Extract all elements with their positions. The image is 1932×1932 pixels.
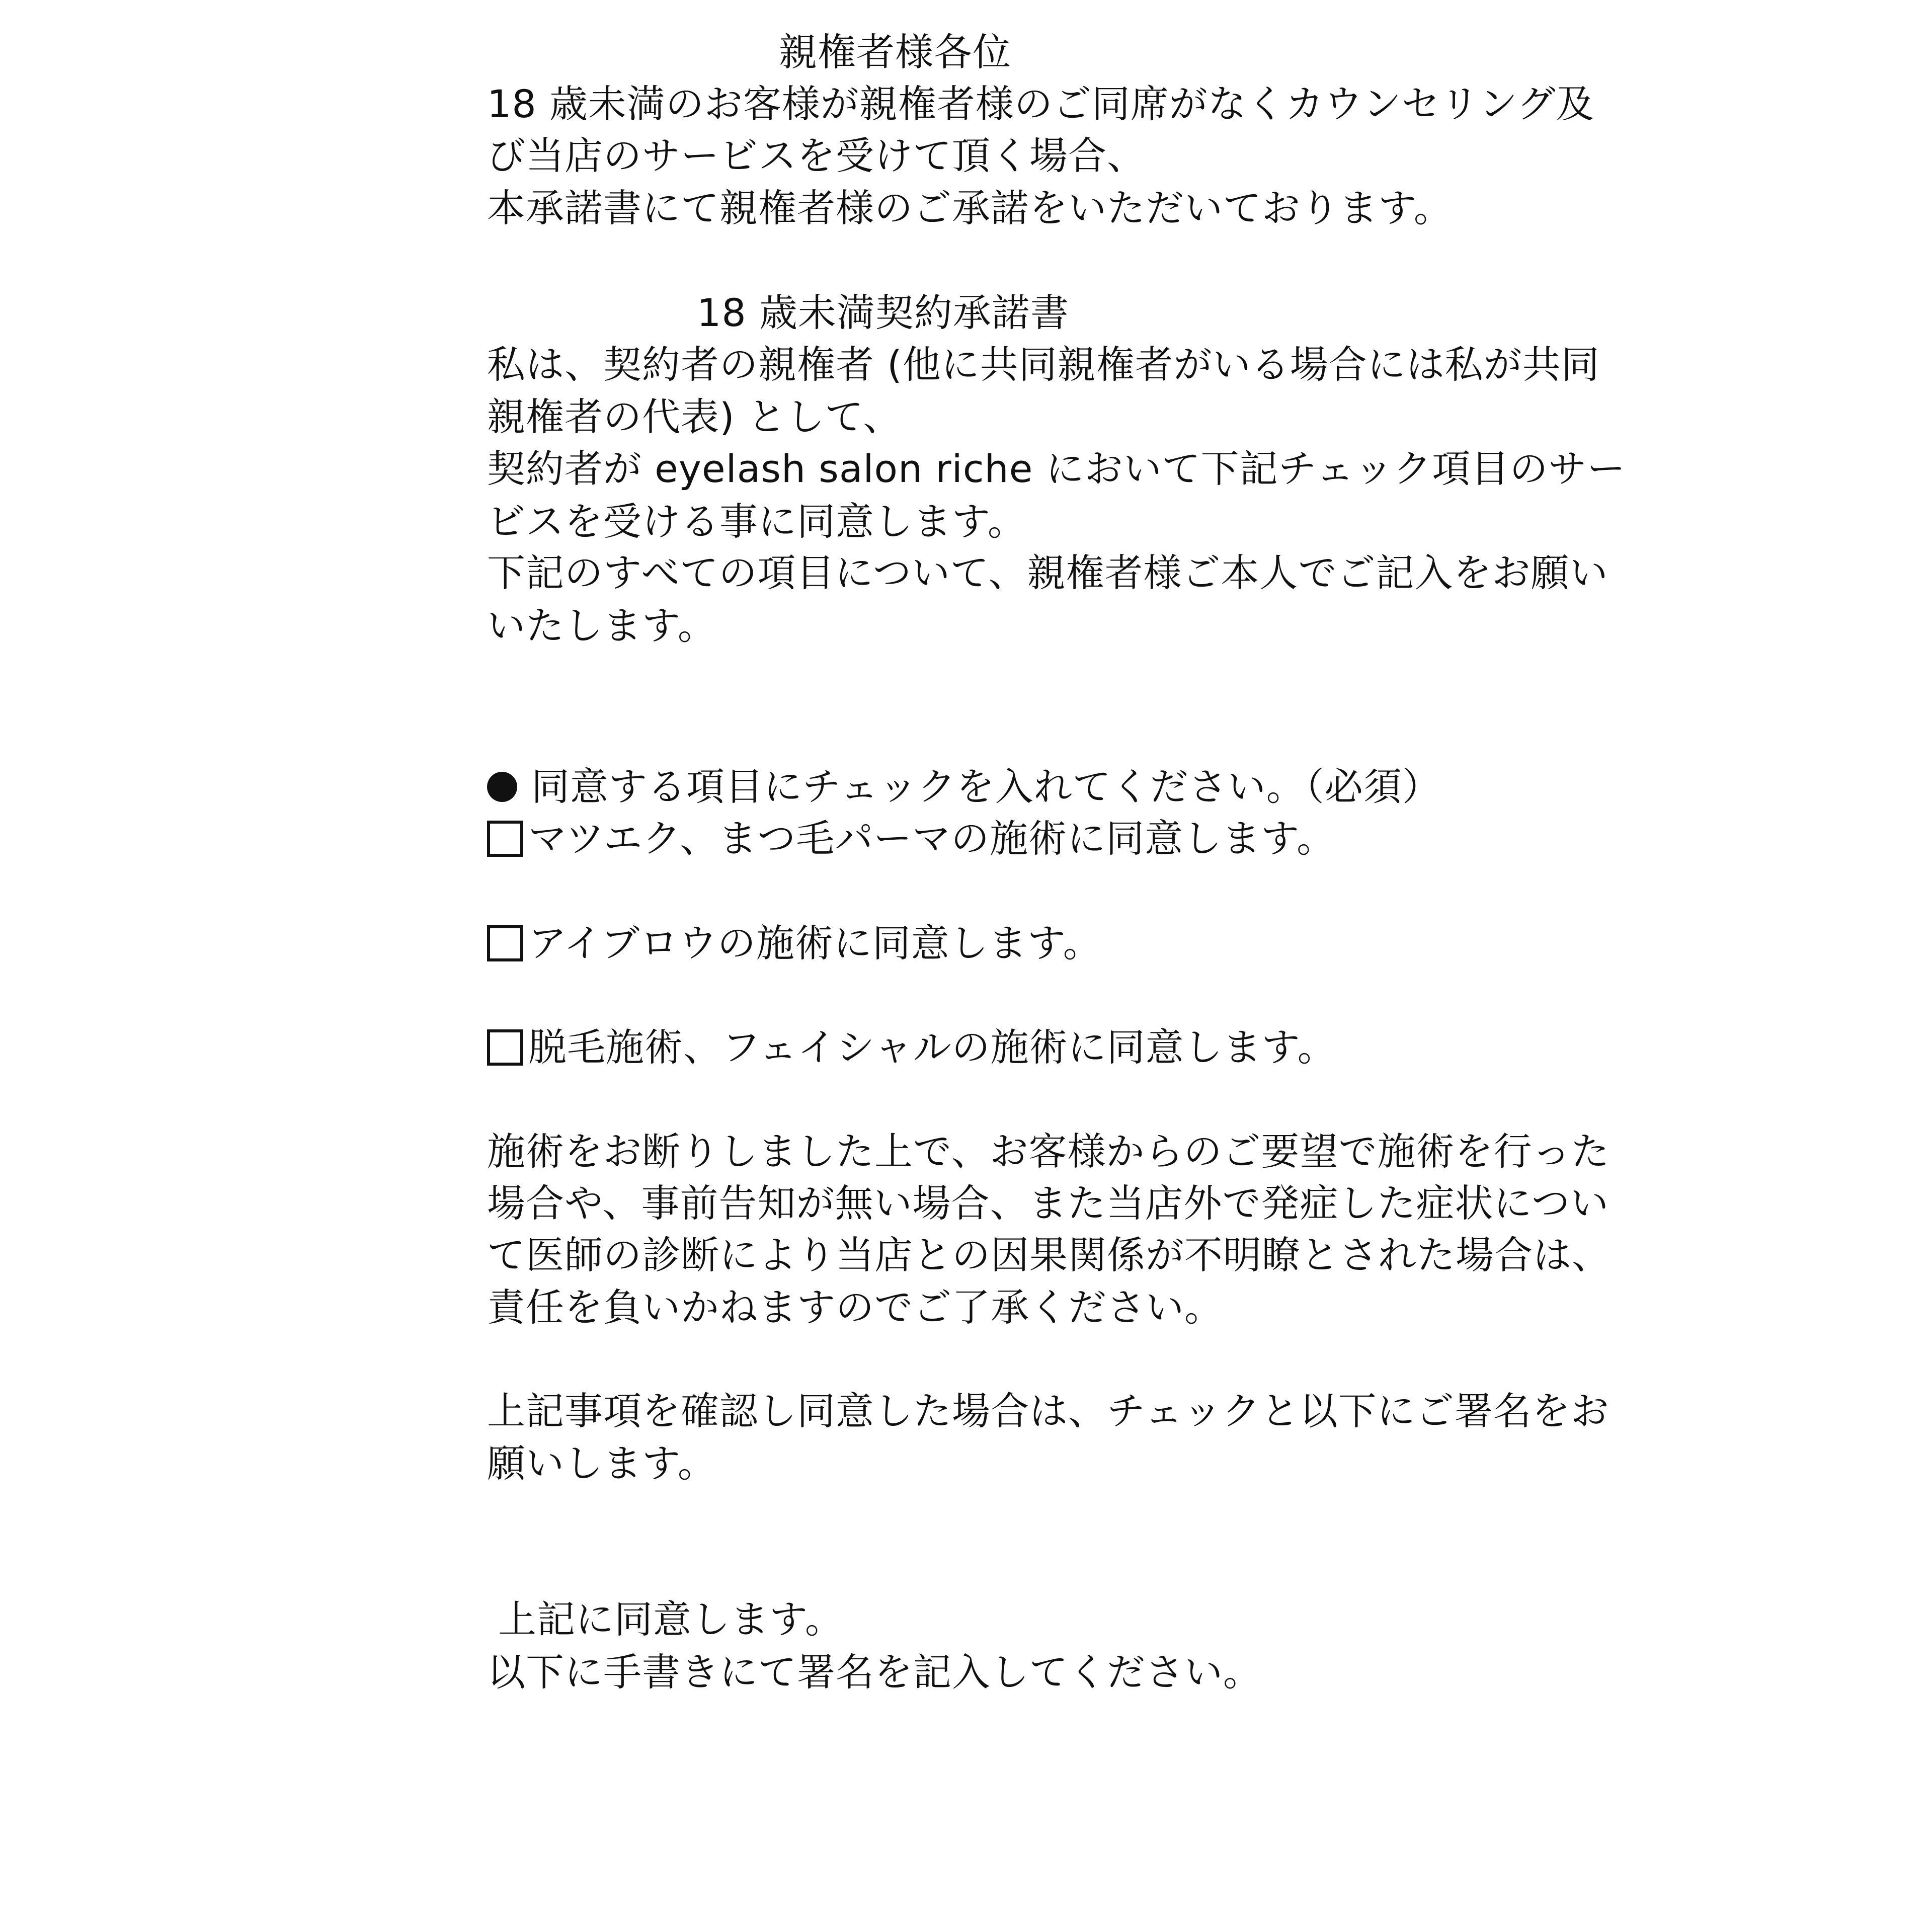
intro-line-1: 18 歳未満のお客様が親権者様のご同席がなくカウンセリング及: [487, 82, 1595, 126]
consent-item-label: マツエク、まつ毛パーマの施術に同意します。: [528, 816, 1336, 861]
intro-line-2: び当店のサービスを受けて頂く場合、: [487, 133, 1146, 178]
checkbox-eyelash[interactable]: [487, 821, 523, 857]
consent-item-hair-removal[interactable]: [487, 1021, 1336, 1074]
disclaimer-line-3: て医師の診断により当店との因果関係が不明瞭とされた場合は、: [487, 1233, 1611, 1277]
checkbox-hair-removal[interactable]: [487, 1029, 523, 1066]
consent-item-label: アイブロウの施術に同意します。: [528, 921, 1102, 965]
consent-item-eyelash[interactable]: [487, 813, 1335, 865]
statement-line-4: ビスを受ける事に同意します。: [487, 499, 1026, 544]
agree-text: 上記に同意します。: [498, 1597, 844, 1642]
statement-line-1: 私は、契約者の親権者 (他に共同親権者がいる場合には私が共同: [487, 342, 1600, 387]
statement-line-6: いたします。: [487, 603, 716, 648]
greeting: 親権者様各位: [779, 30, 1011, 74]
disclaimer-line-2: 場合や、事前告知が無い場合、また当店外で発症した症状につい: [487, 1181, 1609, 1226]
confirm-request-line-2: 願いします。: [487, 1441, 716, 1486]
statement-line-3: 契約者が eyelash salon riche において下記チェック項目のサー: [487, 446, 1626, 491]
check-instruction: [487, 761, 1441, 813]
statement-line-2: 親権者の代表) として、: [487, 394, 902, 439]
disclaimer-line-4: 責任を負いかねますのでご了承ください。: [487, 1285, 1223, 1330]
consent-item-eyebrow[interactable]: [487, 917, 1102, 970]
signature-instruction: 以下に手書きにて署名を記入してください。: [487, 1650, 1262, 1695]
confirm-request-line-1: 上記事項を確認し同意した場合は、チェックと以下にご署名をお: [487, 1389, 1609, 1433]
signature-area[interactable]: [487, 1721, 1695, 1912]
disclaimer-line-1: 施術をお断りしました上で、お客様からのご要望で施術を行った: [487, 1129, 1610, 1174]
statement-line-5: 下記のすべての項目について、親権者様ご本人でご記入をお願い: [487, 550, 1608, 595]
checkbox-eyebrow[interactable]: [487, 925, 523, 961]
form-title: 18 歳未満契約承諾書: [697, 290, 1069, 335]
intro-line-3: 本承諾書にて親権者様のご承諾をいただいております。: [487, 186, 1453, 230]
consent-item-label: 脱毛施術、フェイシャルの施術に同意します。: [528, 1025, 1336, 1070]
bullet-icon: [487, 772, 517, 802]
check-instruction-text: 同意する項目にチェックを入れてください。（必須）: [531, 764, 1441, 809]
